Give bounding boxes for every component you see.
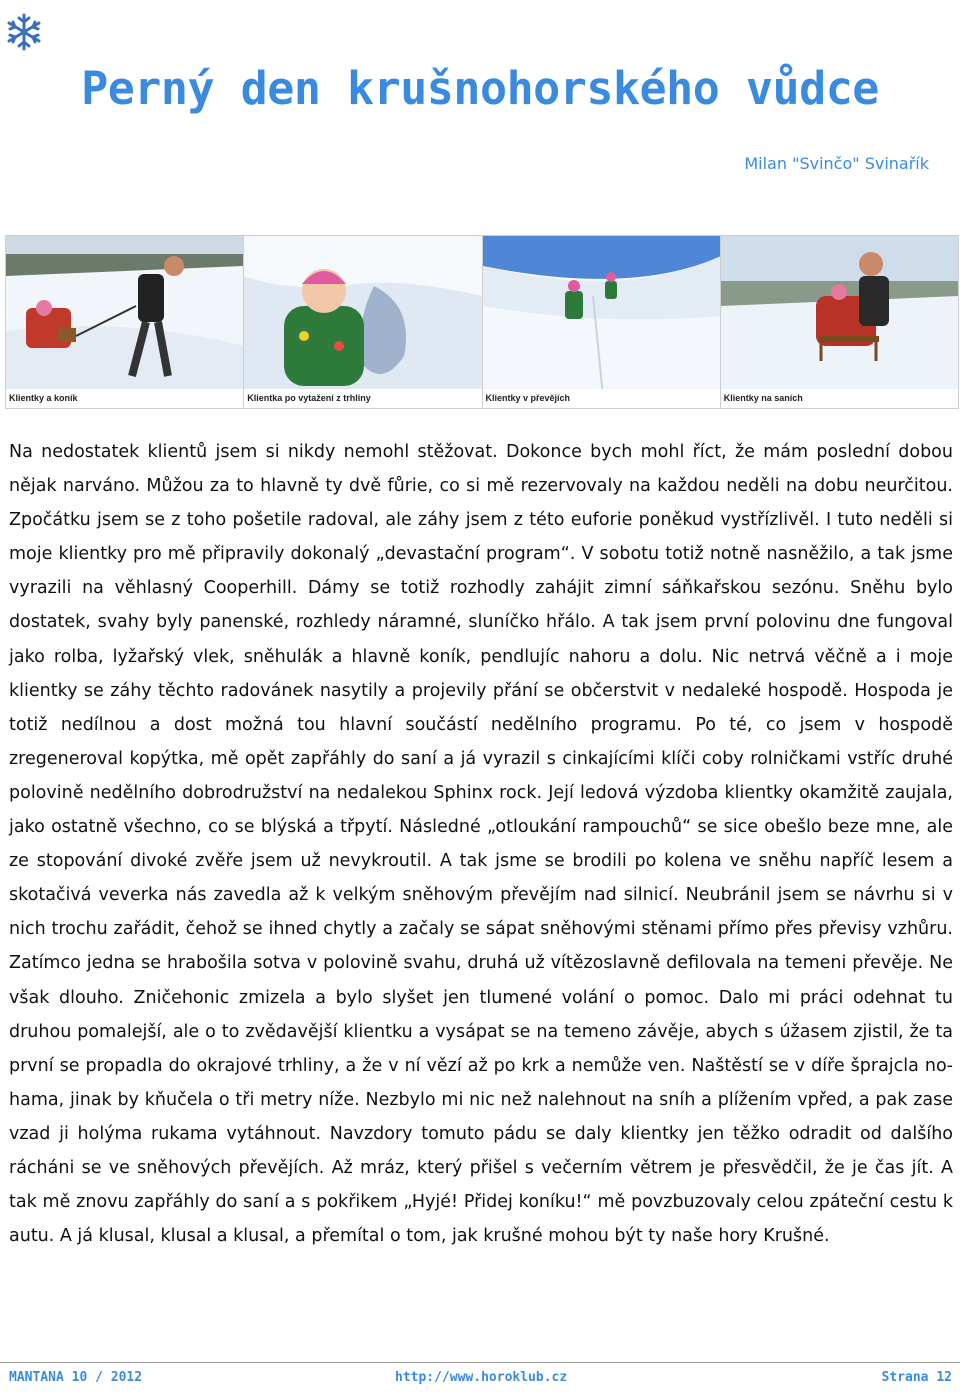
article-body: Na nedostatek klientů jsem si nikdy nemohl stěžovat. Dokonce bych mohl říct, že mám poslední dobou nějak narváno. Můžou za to hlavně ty dvě fůrie, co si mě rezervovaly na každou neděli na dobu neurčitou. Zpočátku jsem se z toho pošetile radoval, ale záhy jsem z této euforie poněkud vystřízlivěl. I tuto neděli si moje klientky pro mě připravily dokonalý „devastační program“. V sobotu totiž notně nasněžilo, a tak jsme vyrazili na věhlasný Cooperhill. Dámy se totiž rozhodly zahájit zimní sáňkařskou sezónu. Sněhu bylo dostatek, svahy byly panenské, rozhledy náramné, sluníčko hřálo. A tak jsem první polovinu dne fungoval jako rolba, lyžařský vlek, sněhulák a hlavně koník, pendlujíc nahoru a dolu. Nic netrvá věčně a i moje klientky se záhy těchto radovánek nasytily a projevily přání se občerstvit v nedaleké hospodě. Hospoda je totiž nedílnou a dost možná tou hlavní součástí nedělního programu. Po té, co jsem v hospodě zregeneroval kopýtka, mě opět zapřáhly do saní a já vyrazil s cinkajícími klíči coby rolničkami vstříc druhé polovině nedělního dobrodružství na nedalekou Sphinx rock. Její ledová výzdoba klientky okamžitě zaujala, jako ostatně všechno, co se blýská a třpytí. Následné „otloukání rampouchů“ se sice obešlo beze mne, ale ze stopování divoké zvěře jsem už nevykroutil. A tak jsme se brodili po kolena ve sněhu napříč lesem a skotačivá veverka nás zavedla až k velkým sněhovým převějím nad silnicí. Neubránil jsem se návrhu si v nich trochu zařádit, čehož se ihned chytly a začaly se sápat sněhovými stěnami přímo přes převisy vzhůru. Zatímco jedna se hrabošila sotva v polovině svahu, druhá už vítězoslavně defilovala na temeni převěje. Ne však dlouho. Zničehonic zmizela a bylo slyšet jen tlumené volání o pomoc. Dalo mi práci odehnat tu druhou pomalejší, ale o to zvědavější klientku a vysápat se na temeno závěje, abych s úžasem zjistil, že ta první se propadla do okrajové trhliny, a že v ní vězí až po krk a nemůže ven. Naštěstí se v díře šprajcla nohama, jinak by kňučela o tři metry níže. Nezbylo mi nic než nalehnout na sníh a plížením vpřed, a pak zase vzad ji holýma rukama vytáhnout. Navzdory tomuto pádu se daly klientky jen těžko odradit od dalšího rácháni se ve sněhových převějích. Až mráz, který přišel s večerním větrem je přesvědčil, že je čas jít. A tak mě znovu zapřáhly do saní a s pokřikem „Hyjé! Přidej koníku!“ mě povzbuzovaly celou zpáteční cestu k autu. A já klusal, klusal a klusal, a přemítal o tom, jak krušné mohou být ty naše hory Krušné.: [9, 442, 953, 1247]
footer-issue: MANTANA 10 / 2012: [9, 1370, 143, 1385]
photo-caption: Klientka po vytažení z trhliny: [244, 389, 481, 408]
photo-sledge: [721, 236, 958, 408]
photo-horse: [6, 236, 244, 408]
footer-url[interactable]: http://www.horoklub.cz: [395, 1370, 568, 1385]
photo-caption: Klientky v převějích: [483, 389, 720, 408]
footer-page-number: Strana 12: [881, 1370, 952, 1385]
photo-caption: Klientky na saních: [721, 389, 958, 408]
page-footer: [9, 1370, 952, 1388]
photo-caption: Klientky a koník: [6, 389, 243, 408]
photo-crevasse: [244, 236, 482, 408]
article-author: Milan "Svinčo" Svinařík: [744, 154, 929, 173]
article-title: Perný den krušnohorského vůdce: [81, 62, 879, 115]
photo-strip: [5, 235, 959, 409]
snowflake-logo-icon: [4, 12, 44, 52]
photo-cornices: [483, 236, 721, 408]
footer-divider: [0, 1362, 960, 1363]
